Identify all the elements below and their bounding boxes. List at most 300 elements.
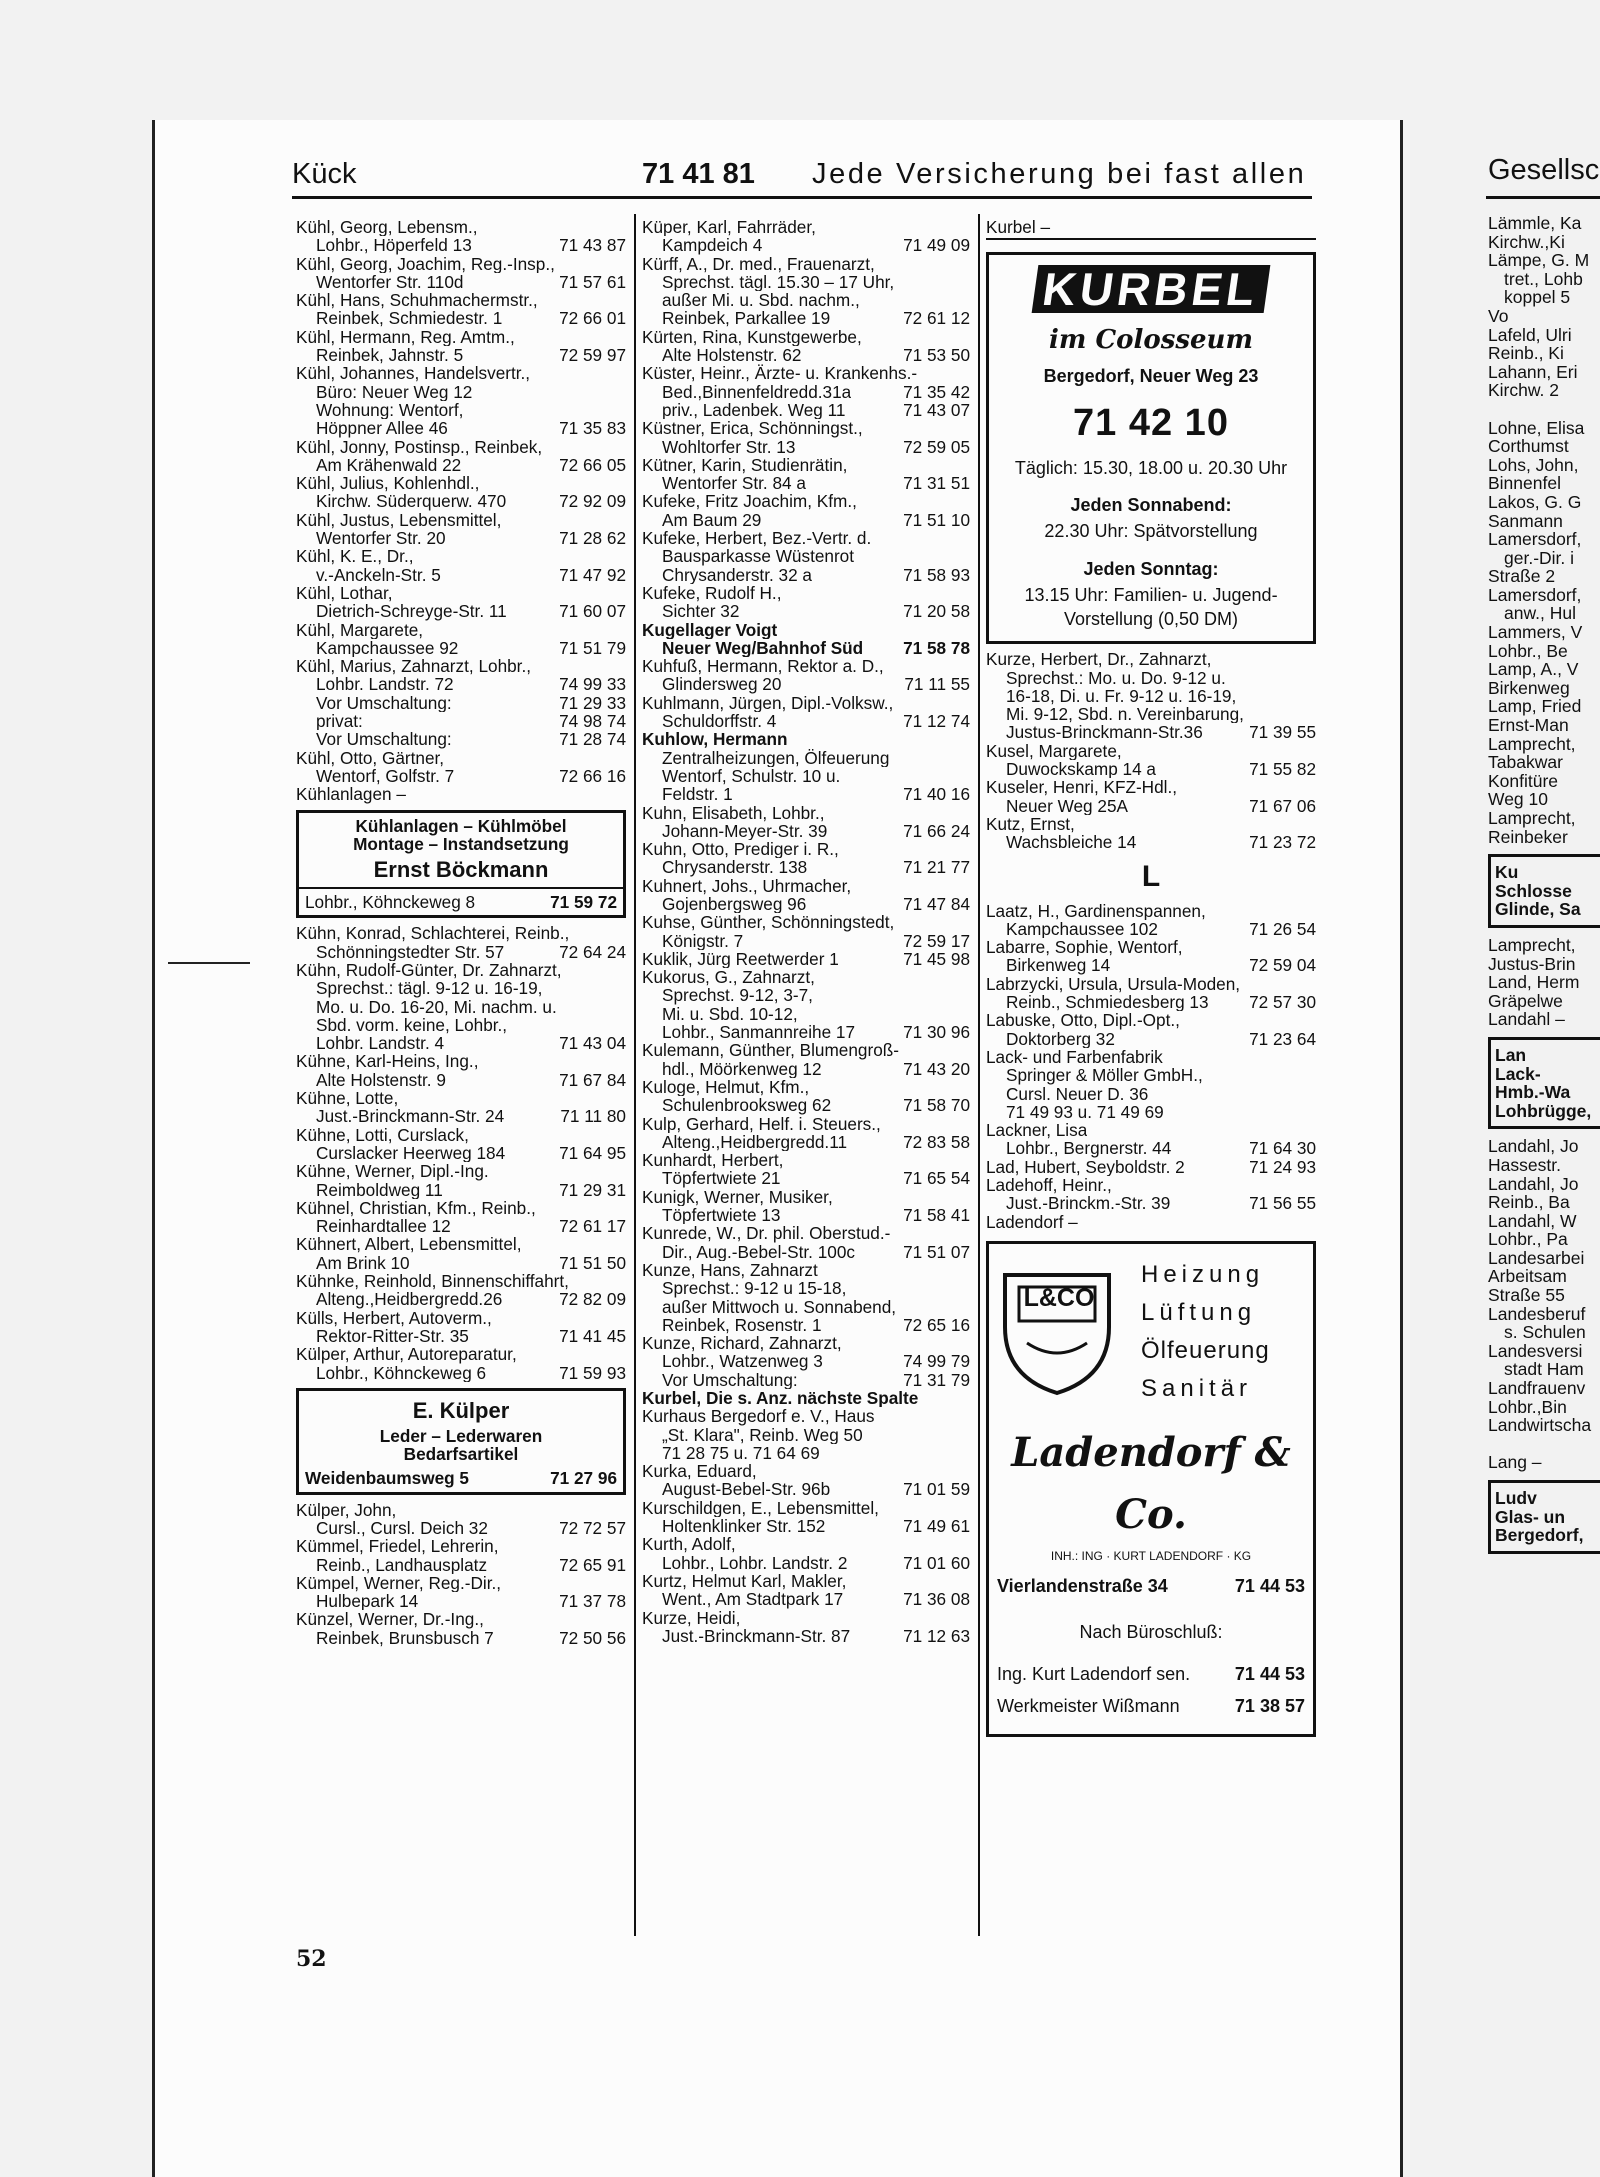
directory-entry [642, 840, 970, 877]
entry-phone: 71 64 95 [559, 1142, 626, 1163]
ladendorf-contact-2: Werkmeister Wißmann [997, 1695, 1180, 1716]
partial-entry-line: Straße 55 [1488, 1285, 1565, 1306]
entry-phone: 71 60 07 [559, 601, 626, 622]
directory-entry [296, 255, 626, 292]
entry-line [642, 1151, 970, 1169]
entry-line [296, 273, 626, 291]
ladendorf-contact-2-phone: 71 38 57 [1234, 1695, 1305, 1716]
entry-address: Feldstr. 1 [662, 785, 733, 804]
entry-name: Kühl, Jonny, Postinsp., Reinbek, [296, 437, 543, 456]
entry-name: Kurbel, Die s. Anz. nächste Spalte [642, 1389, 919, 1408]
entry-line [642, 877, 970, 895]
entry-phone: 71 40 16 [903, 784, 970, 805]
directory-entry [642, 657, 970, 694]
entry-line [296, 998, 626, 1016]
directory-entry [296, 1272, 626, 1309]
entry-line [986, 833, 1316, 851]
partial-entry-line: Landahl, Jo [1488, 1136, 1579, 1157]
entry-phone: 71 11 55 [904, 674, 970, 695]
partial-entry-line: Landesarbei [1488, 1247, 1585, 1268]
directory-entry [642, 1298, 970, 1316]
entry-line [296, 943, 626, 961]
partial-entry-line: Hassestr. [1488, 1154, 1561, 1175]
entry-phone: 71 51 50 [559, 1252, 626, 1273]
directory-entry [642, 401, 970, 419]
entry-address: Wachsbleiche 14 [1006, 833, 1137, 852]
entry-phone: 71 23 72 [1249, 832, 1316, 853]
entry-line [642, 419, 970, 437]
partial-advertisement [1488, 1480, 1600, 1554]
partial-entry-line: Justus-Brin [1488, 953, 1576, 974]
directory-entry [296, 1126, 626, 1163]
kuelper-address: Weidenbaumsweg 5 [305, 1468, 469, 1489]
section-letter: L [1141, 859, 1161, 893]
entry-line [642, 1572, 970, 1590]
partial-entry-line: Weg 10 [1488, 789, 1548, 810]
entry-line [296, 730, 626, 748]
directory-entry [642, 364, 970, 401]
kurbel-advertisement [986, 252, 1316, 644]
entry-name: Kufeke, Fritz Joachim, Kfm., [642, 492, 857, 511]
entry-line [642, 1243, 970, 1261]
entry-name: Kütner, Karin, Studienrätin, [642, 455, 848, 475]
entry-phone: 71 67 84 [559, 1069, 626, 1090]
entry-line [642, 932, 970, 950]
entry-address: Dietrich-Schreyge-Str. 11 [316, 602, 507, 621]
entry-line [296, 1107, 626, 1125]
entry-phone: 71 21 77 [903, 857, 970, 878]
entry-line [642, 895, 970, 913]
kuelper-line-2: Bedarfsartikel [403, 1444, 519, 1465]
entry-line [986, 1158, 1316, 1176]
partial-entry-line: Landahl, Jo [1488, 1173, 1579, 1194]
entry-address: Lohbr., Sanmannreihe 17 [662, 1023, 856, 1042]
directory-entry [986, 723, 1316, 741]
entry-address: Zentralheizungen, Ölfeuerung [662, 748, 890, 767]
entry-line [642, 1316, 970, 1334]
directory-entry [642, 1444, 970, 1462]
partial-entry-line: Lamp, A., V [1488, 659, 1579, 680]
ladendorf-advertisement [986, 1241, 1316, 1737]
entry-line [296, 657, 626, 675]
partial-entry-line [1488, 1435, 1600, 1454]
entry-name: Kümmel, Friedel, Lehrerin, [296, 1537, 499, 1556]
kurbel-address: Bergedorf, Neuer Weg 23 [1043, 366, 1259, 387]
directory-entry [642, 804, 970, 841]
entry-address: Chrysanderstr. 32 a [662, 565, 812, 584]
entry-phone: 71 43 20 [903, 1058, 970, 1079]
entry-line [986, 1048, 1316, 1066]
entry-line [986, 760, 1316, 778]
entry-line [986, 705, 1316, 723]
page-header [292, 158, 1312, 194]
entry-line [642, 968, 970, 986]
entry-name: Kuseler, Henri, KFZ-Hdl., [986, 778, 1178, 797]
entry-line [296, 419, 626, 437]
entry-line [296, 1537, 626, 1555]
entry-line [642, 1627, 970, 1645]
directory-entry [642, 529, 970, 566]
entry-line [986, 1030, 1316, 1048]
partial-entry-line: Corthumst [1488, 436, 1569, 457]
partial-entry-line: Landesversi [1488, 1340, 1583, 1361]
entry-address: Mi. u. Sbd. 10-12, [662, 1004, 798, 1024]
entry-line [642, 858, 970, 876]
directory-entry [642, 749, 970, 767]
entry-line [296, 1556, 626, 1574]
entry-name: Kufeke, Herbert, Bez.-Vertr. d. [642, 529, 872, 548]
entry-name: Kühne, Lotte, [296, 1089, 399, 1108]
ladendorf-name: Ladendorf & Co. [1011, 1428, 1291, 1538]
entry-line [642, 1480, 970, 1498]
kurbel-sunday-1: 13.15 Uhr: Familien- u. Jugend- [1024, 585, 1278, 606]
entry-line [296, 236, 626, 254]
entry-line [986, 778, 1316, 796]
entry-address: Went., Am Stadtpark 17 [662, 1590, 844, 1609]
entry-name: Kuhnert, Johs., Uhrmacher, [642, 876, 852, 895]
running-head: Kück [292, 158, 357, 190]
entry-line [296, 492, 626, 510]
entry-address: Alte Holstenstr. 62 [662, 346, 802, 365]
partial-entry-line: Arbeitsam [1488, 1266, 1567, 1287]
entry-phone: 71 37 78 [559, 1591, 626, 1612]
entry-name: Kulemann, Günther, Blumengroß- [642, 1041, 899, 1060]
directory-entry [642, 291, 970, 309]
entry-line [296, 621, 626, 639]
entry-address: Vor Umschaltung: [316, 730, 452, 749]
entry-address: Wentorfer Str. 20 [316, 529, 446, 548]
entry-name: Kühl, Georg, Joachim, Reg.-Insp., [296, 254, 555, 273]
entry-line [986, 938, 1316, 956]
ladendorf-service-4: Sanitär [1141, 1374, 1253, 1402]
entry-line [642, 529, 970, 547]
directory-entry [296, 474, 626, 511]
directory-entry [296, 1016, 626, 1034]
directory-entry [642, 419, 970, 456]
entry-line [642, 1078, 970, 1096]
entry-line [642, 1535, 970, 1553]
entry-address: Cursl. Neuer D. 36 [1006, 1084, 1149, 1103]
entry-line [642, 804, 970, 822]
partial-entry-line: Lahann, Eri [1488, 361, 1578, 382]
directory-entry [986, 938, 1316, 975]
entry-line [296, 1364, 626, 1382]
entry-name: Kufeke, Rudolf H., [642, 583, 782, 603]
entry-line [642, 913, 970, 931]
entry-line [296, 694, 626, 712]
entry-phone: 71 35 83 [559, 418, 626, 439]
directory-entry [296, 712, 626, 730]
directory-entry [296, 924, 626, 961]
entry-phone: 71 43 04 [559, 1033, 626, 1054]
partial-entry-line: Lamprecht, [1488, 733, 1576, 754]
entry-line [296, 1162, 626, 1180]
partial-entry-line: Lohbr.,Bin [1488, 1396, 1567, 1417]
entry-phone: 71 58 41 [903, 1205, 970, 1226]
directory-entry [296, 419, 626, 437]
entry-line [642, 1060, 970, 1078]
entry-name: Kunze, Hans, Zahnarzt [642, 1260, 818, 1280]
entry-address: 16-18, Di. u. Fr. 9-12 u. 16-19, [1006, 686, 1237, 706]
entry-line [642, 291, 970, 309]
entry-address: 71 28 75 u. 71 64 69 [662, 1443, 820, 1463]
entry-line [642, 383, 970, 401]
entry-phone: 72 65 16 [903, 1314, 970, 1335]
directory-entry [296, 1089, 626, 1126]
entry-line [642, 309, 970, 327]
entry-line [986, 687, 1316, 705]
entry-line [986, 1011, 1316, 1029]
directory-entry [642, 1389, 970, 1407]
directory-entry [642, 492, 970, 529]
entry-line [296, 474, 626, 492]
entry-address: Büro: Neuer Weg 12 [316, 382, 473, 401]
entry-line [296, 529, 626, 547]
entry-address: Just.-Brinckmann-Str. 24 [316, 1107, 505, 1126]
entry-line [642, 1115, 970, 1133]
directory-entry [642, 1224, 970, 1261]
entry-address: Reimboldweg 11 [316, 1180, 443, 1199]
entry-name: Kümpel, Werner, Reg.-Dir., [296, 1573, 502, 1593]
entry-address: Sprechst. tägl. 15.30 – 17 Uhr, [662, 272, 895, 292]
entry-name: Kühlanlagen – [296, 785, 406, 804]
entry-phone: 71 53 50 [903, 345, 970, 366]
entry-address: Am Krähenwald 22 [316, 455, 462, 475]
partial-entry-line: Lohne, Elisa [1488, 417, 1585, 438]
entry-line [296, 749, 626, 767]
entry-line [642, 822, 970, 840]
entry-line [642, 236, 970, 254]
entry-address: Sprechst.: Mo. u. Do. 9-12 u. [1006, 668, 1226, 687]
entry-address: Birkenweg 14 [1006, 956, 1111, 975]
entry-address: Königstr. 7 [662, 931, 744, 950]
entry-address: Wohltorfer Str. 13 [662, 437, 796, 456]
directory-entry [296, 584, 626, 621]
entry-address: Reinbek, Parkallee 19 [662, 309, 831, 328]
entry-name: Kuklik, Jürg Reetwerder 1 [642, 949, 839, 969]
entry-name: Kürten, Rina, Kunstgewerbe, [642, 327, 862, 347]
entry-name: Kusel, Margarete, [986, 741, 1122, 761]
entry-phone: 71 30 96 [903, 1022, 970, 1043]
entry-line [296, 1501, 626, 1519]
partial-entry-line: Landesberuf [1488, 1303, 1586, 1324]
entry-line [642, 1407, 970, 1425]
entry-phone: 71 51 79 [559, 637, 626, 658]
directory-entry [642, 456, 970, 493]
entry-address: Lohbr., Bergnerstr. 44 [1006, 1139, 1172, 1158]
column-3 [986, 218, 1316, 1743]
entry-address: Reinb., Schmiedesberg 13 [1006, 993, 1209, 1012]
directory-entry [986, 1011, 1316, 1048]
entry-line [642, 346, 970, 364]
entry-phone: 71 29 31 [559, 1179, 626, 1200]
entry-phone: 71 51 10 [903, 509, 970, 530]
directory-entry [296, 785, 626, 803]
entry-address: privat: [316, 712, 363, 731]
ladendorf-after-hours: Nach Büroschluß: [1079, 1621, 1223, 1642]
entry-address: Alteng.,Heidbergredd.26 [316, 1290, 503, 1309]
entry-line [642, 1352, 970, 1370]
entry-address: Doktorberg 32 [1006, 1029, 1115, 1048]
directory-entry [642, 584, 970, 621]
directory-entry [296, 364, 626, 401]
entry-line [642, 1261, 970, 1279]
entry-line [642, 1517, 970, 1535]
entry-line [642, 657, 970, 675]
entry-line [642, 511, 970, 529]
entry-name: Kuhfuß, Hermann, Rektor a. D., [642, 657, 884, 676]
entry-phone: 72 61 12 [903, 308, 970, 329]
entry-line [642, 1096, 970, 1114]
entry-line [296, 1272, 626, 1290]
boeckmann-line-1: Kühlanlagen – Kühlmöbel [355, 815, 567, 836]
entry-address: Wentorfer Str. 110d [316, 272, 464, 292]
entry-line [642, 712, 970, 730]
entry-phone: 71 59 93 [559, 1362, 626, 1383]
entry-line [642, 1609, 970, 1627]
entry-address: Schönningstedter Str. 57 [316, 942, 505, 961]
entry-line [986, 902, 1316, 920]
entry-line [296, 1016, 626, 1034]
entry-address: Wentorf, Golfstr. 7 [316, 766, 455, 786]
entry-address: Neuer Weg/Bahnhof Süd [662, 638, 864, 658]
partial-ad-line: Glinde, Sa [1495, 899, 1581, 920]
entry-line [642, 438, 970, 456]
kurbel-saturday-heading: Jeden Sonnabend: [1070, 495, 1232, 516]
entry-line [642, 1371, 970, 1389]
entry-name: Kühl, Otto, Gärtner, [296, 748, 445, 767]
directory-entry [642, 1609, 970, 1646]
directory-entry [642, 1005, 970, 1023]
entry-line [296, 961, 626, 979]
entry-name: Labuske, Otto, Dipl.-Opt., [986, 1011, 1180, 1030]
directory-entry [296, 1345, 626, 1382]
entry-line [986, 1139, 1316, 1157]
entry-phone: 71 67 06 [1249, 795, 1316, 816]
entry-line [642, 1389, 970, 1407]
directory-entry [642, 1316, 970, 1334]
entry-address: Lohbr., Köhnckeweg 6 [316, 1363, 487, 1382]
header-slogan: Jede Versicherung bei fast allen [812, 158, 1307, 190]
entry-line [642, 602, 970, 620]
directory-entry [642, 1188, 970, 1225]
directory-entry [296, 1199, 626, 1236]
directory-entry [296, 694, 626, 712]
entry-line [296, 456, 626, 474]
entry-line [296, 1071, 626, 1089]
partial-entry-line: Birkenweg [1488, 677, 1570, 698]
partial-entry-line: Lohbr., Be [1488, 640, 1568, 661]
entry-phone: 74 98 74 [559, 711, 626, 732]
directory-entry [296, 961, 626, 998]
partial-ad-line: Ku [1495, 862, 1519, 883]
directory-entry [296, 749, 626, 786]
entry-address: Höppner Allee 46 [316, 419, 448, 438]
partial-entry-line: koppel 5 [1504, 287, 1571, 308]
entry-line [296, 1610, 626, 1628]
directory-entry [642, 1499, 970, 1536]
entry-address: v.-Anckeln-Str. 5 [316, 565, 441, 584]
entry-address: 71 49 93 u. 71 49 69 [1006, 1102, 1164, 1122]
entry-line [642, 785, 970, 803]
entry-name: Kuhlmann, Jürgen, Dipl.-Volksw., [642, 693, 894, 713]
entry-address: Kampchaussee 102 [1006, 919, 1158, 939]
entry-line [986, 650, 1316, 668]
kurbel-saturday: 22.30 Uhr: Spätvorstellung [1044, 521, 1258, 542]
partial-entry-line: stadt Ham [1504, 1359, 1584, 1380]
entry-name: Kürff, A., Dr. med., Frauenarzt, [642, 254, 875, 273]
entry-address: Schulenbrooksweg 62 [662, 1096, 832, 1115]
entry-address: Am Brink 10 [316, 1253, 410, 1273]
entry-name: Kühl, Lothar, [296, 583, 393, 603]
entry-address: Reinbek, Jahnstr. 5 [316, 346, 464, 365]
entry-address: Sbd. vorm. keine, Lohbr., [316, 1015, 508, 1035]
page-edge-line [152, 120, 155, 2177]
entry-line [642, 1298, 970, 1316]
entry-name: Kühl, K. E., Dr., [296, 547, 414, 566]
entry-name: Lackner, Lisa [986, 1121, 1088, 1140]
entry-name: Kühne, Werner, Dipl.-Ing. [296, 1162, 489, 1181]
entry-phone: 74 99 33 [559, 674, 626, 695]
partial-entry-line: Lakos, G. G [1488, 491, 1582, 512]
entry-line [642, 566, 970, 584]
entry-name: Kugellager Voigt [642, 620, 778, 639]
entry-line [642, 840, 970, 858]
entry-line [296, 1574, 626, 1592]
entry-line [642, 492, 970, 510]
partial-entry-line: Lämpe, G. M [1488, 250, 1590, 271]
kurbel-times: Täglich: 15.30, 18.00 u. 20.30 Uhr [1014, 458, 1288, 479]
entry-name: Külper, John, [296, 1500, 397, 1519]
partial-entry-line: Straße 2 [1488, 566, 1556, 587]
entry-name: Lack- und Farbenfabrik [986, 1047, 1163, 1067]
directory-entry [296, 1309, 626, 1346]
scan-mark [168, 962, 250, 964]
entry-name: Kühnke, Reinhold, Binnenschiffahrt, [296, 1272, 569, 1291]
entry-line [296, 328, 626, 346]
directory-entry [642, 621, 970, 639]
partial-entry-line: Gräpelwe [1488, 990, 1563, 1011]
boeckmann-address: Lohbr., Köhnckeweg 8 [305, 892, 476, 913]
entry-address: Kirchw. Süderquerw. 470 [316, 492, 507, 511]
entry-address: Dir., Aug.-Bebel-Str. 100c [662, 1242, 855, 1261]
directory-entry [986, 1121, 1316, 1158]
entry-line [986, 742, 1316, 760]
directory-entry [642, 1334, 970, 1371]
entry-line [986, 975, 1316, 993]
ladendorf-service-1: Heizung [1141, 1260, 1265, 1288]
entry-line [296, 1199, 626, 1217]
entry-line [642, 1224, 970, 1242]
partial-entry-line: Lamersdorf, [1488, 584, 1582, 605]
partial-ad-line: Bergedorf, [1495, 1525, 1584, 1546]
directory-entry [296, 547, 626, 584]
entry-address: Wentorfer Str. 84 a [662, 474, 806, 493]
entry-address: Lohbr., Höperfeld 13 [316, 236, 472, 255]
ladendorf-contact-1: Ing. Kurt Ladendorf sen. [997, 1663, 1191, 1684]
entry-line [642, 1023, 970, 1041]
entry-line [986, 669, 1316, 687]
partial-ad-line: Ludv [1495, 1488, 1537, 1508]
directory-entry [642, 1261, 970, 1298]
directory-entry [296, 621, 626, 658]
partial-entry-line: Lammers, V [1488, 622, 1583, 643]
entry-phone: 71 51 07 [903, 1241, 970, 1262]
partial-advertisement [1488, 1037, 1600, 1129]
directory-entry [642, 1572, 970, 1609]
entry-line [986, 723, 1316, 741]
directory-entry [642, 877, 970, 914]
